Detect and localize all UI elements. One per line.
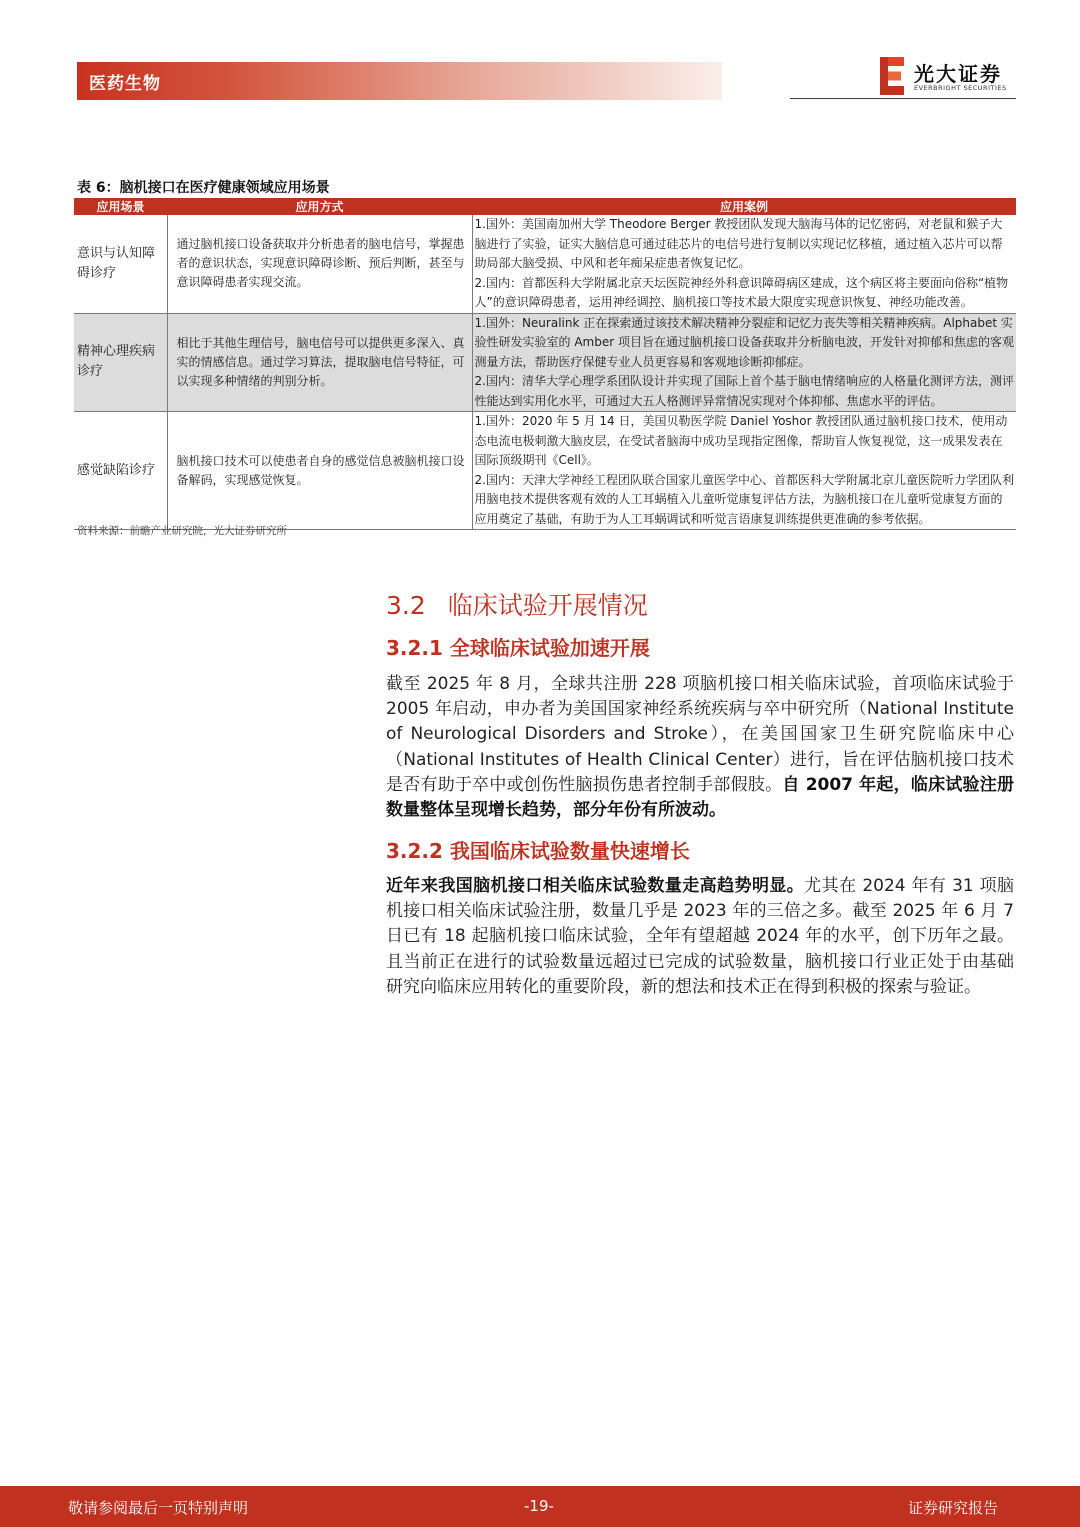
table-header-row bbox=[74, 198, 1016, 215]
case-domestic-foreign-1: 1.国外：2020 年 5 月 14 日，美国贝勒医学院 Daniel Yoshor 教授团队通过脑机接口技术，使用动态电流电极刺激大脑皮层，在受试者脑海中成功呈现指定图像，帮助盲人恢复视觉，这一成果发表在国际顶级期刊《Cell》。 bbox=[474, 414, 1008, 467]
case-cell bbox=[472, 215, 1016, 313]
footer-disclaimer: 敬请参阅最后一页特别声明 bbox=[68, 1499, 249, 1517]
column-header: 应用方式 bbox=[167, 198, 472, 215]
section-heading bbox=[386, 586, 648, 622]
case-domestic-foreign-2: 2.国内：清华大学心理学系团队设计并实现了国际上首个基于脑电情绪响应的人格量化测评方法，测评性能达到实用化水平，可通过大五人格测评异常情况实现对个体抑郁、焦虑水平的评估。 bbox=[474, 374, 1014, 408]
subsection-heading-china: 3.2.2 我国临床试验数量快速增长 bbox=[386, 839, 690, 863]
method-cell: 通过脑机接口设备获取并分析患者的脑电信号，掌握患者的意识状态，实现意识障碍诊断、预后判断，甚至与意识障碍患者实现交流。 bbox=[167, 215, 472, 313]
paragraph-text: 尤其在 2024 年有 31 项脑机接口相关临床试验注册，数量几乎是 2023 年的三倍之多。截至 2025 年 6 月 7 日已有 18 起脑机接口临床试验，全年有望超越 2024 年的水平，创下历年之最。且当前正在进行的试验数量远超过已完成的试验数量，脑机接口行业正处于由基础研究向临床应用转化的重要阶段，新的想法和技术正在得到积极的探索与验证。 bbox=[386, 876, 1015, 997]
paragraph-global-trials bbox=[386, 672, 1014, 823]
footer-bar bbox=[0, 1486, 1080, 1527]
section-label: 医药生物 bbox=[89, 74, 161, 94]
paragraph-emphasis: 近年来我国脑机接口相关临床试验数量走高趋势明显。 bbox=[386, 876, 805, 896]
table-row bbox=[74, 215, 1016, 313]
section-number: 3.2 bbox=[386, 591, 426, 620]
case-domestic-foreign-1: 1.国外：Neuralink 正在探索通过该技术解决精神分裂症和记忆力丧失等相关精神疾病。Alphabet 实验性研发实验室的 Amber 项目旨在通过脑机接口设备获取并分析脑电波，开发针对抑郁和焦虑的客观测量方法，帮助医疗保健专业人员更容易和客观地诊断抑郁症。 bbox=[474, 315, 1014, 369]
subsection-heading-global: 3.2.1 全球临床试验加速开展 bbox=[386, 636, 650, 660]
scene-cell: 感觉缺陷诊疗 bbox=[74, 412, 167, 530]
footer-report-type: 证券研究报告 bbox=[908, 1499, 999, 1517]
method-cell: 脑机接口技术可以使患者自身的感觉信息被脑机接口设备解码，实现感觉恢复。 bbox=[167, 412, 472, 530]
table-row bbox=[74, 412, 1016, 530]
paragraph-emphasis: 自 2007 年起，临床试验注册数量整体呈现增长趋势，部分年份有所波动。 bbox=[386, 774, 1015, 821]
table-row bbox=[74, 313, 1016, 412]
case-cell bbox=[472, 313, 1016, 412]
paragraph-text: 截至 2025 年 8 月，全球共注册 228 项脑机接口相关临床试验，首项临床试验于 2005 年启动，申办者为美国国家神经系统疾病与卒中研究所（National Institute of Neurological Disorders and Stroke），在美国国家卫生研究院临床中心（National Institutes of Health Clinical Center）进行，旨在评估脑机接口技术是否有助于卒中或创伤性脑损伤患者控制手部假肢。 bbox=[386, 674, 1014, 795]
method-cell: 相比于其他生理信号，脑电信号可以提供更多深入、真实的情感信息。通过学习算法，提取脑电信号特征，可以实现多种情绪的判别分析。 bbox=[167, 313, 472, 412]
table-source-note: 资料来源：前瞻产业研究院，光大证券研究所 bbox=[77, 525, 287, 537]
paragraph-china-trials bbox=[386, 874, 1014, 1000]
header-rule bbox=[790, 98, 1016, 99]
case-domestic-foreign-1: 1.国外：美国南加州大学 Theodore Berger 教授团队发现大脑海马体的记忆密码，对老鼠和猴子大脑进行了实验，证实大脑信息可通过硅芯片的电信号进行复制以实现记忆移植，通过植入芯片可以帮助局部大脑受损、中风和老年痴呆症患者恢复记忆。 bbox=[474, 217, 1003, 270]
scene-cell: 精神心理疾病诊疗 bbox=[74, 313, 167, 412]
case-domestic-foreign-2: 2.国内：首都医科大学附属北京天坛医院神经外科意识障碍病区建成，这个病区将主要面向俗称“植物人”的意识障碍患者，运用神经调控、脑机接口等技术最大限度实现意识恢复、神经功能改善。 bbox=[474, 275, 1009, 309]
column-header: 应用场景 bbox=[74, 198, 167, 215]
section-title: 临床试验开展情况 bbox=[447, 591, 648, 620]
page-number: -19- bbox=[524, 1497, 554, 1515]
case-domestic-foreign-2: 2.国内：天津大学神经工程团队联合国家儿童医学中心、首都医科大学附属北京儿童医院听力学团队利用脑电技术提供客观有效的人工耳蜗植入儿童听觉康复评估方法，为脑机接口在儿童听觉康复方面的应用奠定了基础，有助于为人工耳蜗调试和听觉言语康复训练提供更准确的参考依据。 bbox=[474, 472, 1014, 526]
header-banner bbox=[77, 62, 722, 100]
brand-name-en: EVERBRIGHT SECURITIES bbox=[914, 84, 1007, 92]
column-header: 应用案例 bbox=[472, 198, 1016, 215]
brand-logo bbox=[878, 56, 1018, 96]
brand-name-cn: 光大证券 bbox=[914, 62, 1002, 86]
case-cell bbox=[472, 412, 1016, 530]
everbright-logo-icon bbox=[878, 56, 908, 96]
table-caption: 表 6：脑机接口在医疗健康领域应用场景 bbox=[77, 180, 330, 196]
application-scenarios-table bbox=[74, 198, 1016, 530]
scene-cell: 意识与认知障碍诊疗 bbox=[74, 215, 167, 313]
